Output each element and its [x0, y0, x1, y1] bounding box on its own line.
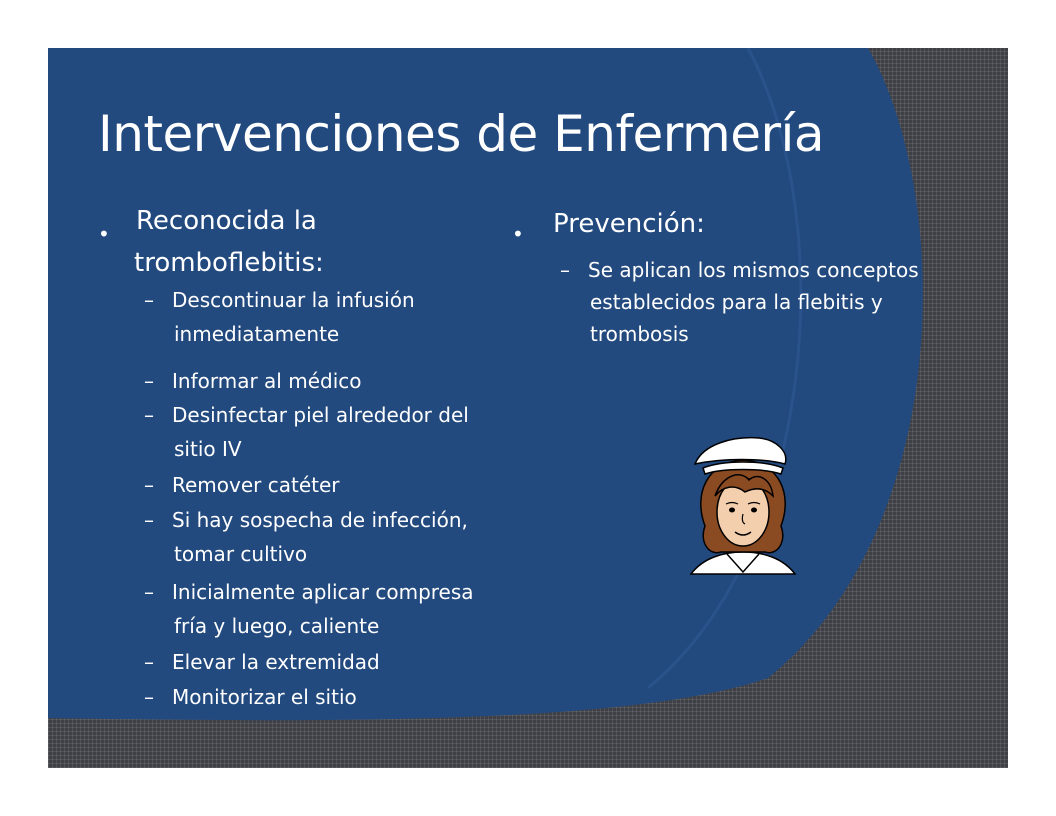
left-item-2-line1: Informar al médico [172, 369, 362, 393]
left-item-4-line1: Remover catéter [172, 473, 340, 497]
left-item-3-line2: sitio IV [174, 437, 242, 461]
dash-marker: – [144, 403, 154, 427]
nurse-icon [683, 434, 803, 579]
left-heading-line1: Reconocida la [136, 206, 317, 236]
nurse-illustration [683, 434, 803, 579]
right-item-1-line2: establecidos para la flebitis y [590, 290, 883, 314]
dash-marker: – [144, 580, 154, 604]
bullet-dot: • [98, 222, 110, 246]
left-item-8-line1: Monitorizar el sitio [172, 685, 357, 709]
dash-marker: – [144, 369, 154, 393]
dash-marker: – [144, 508, 154, 532]
left-item-5-line2: tomar cultivo [174, 542, 308, 566]
dash-marker: – [144, 473, 154, 497]
dash-marker: – [560, 258, 570, 282]
slide [48, 48, 1008, 768]
left-item-7-line1: Elevar la extremidad [172, 650, 380, 674]
left-item-3-line1: Desinfectar piel alrededor del [172, 403, 469, 427]
bullet-dot: • [512, 222, 524, 246]
dash-marker: – [144, 288, 154, 312]
slide-title: Intervenciones de Enfermería [98, 105, 825, 163]
left-item-1-line1: Descontinuar la infusión [172, 288, 415, 312]
left-item-6-line1: Inicialmente aplicar compresa [172, 580, 474, 604]
right-heading: Prevención: [553, 209, 705, 239]
dash-marker: – [144, 650, 154, 674]
left-item-6-line2: fría y luego, caliente [174, 614, 380, 638]
left-heading-line2: tromboflebitis: [134, 248, 324, 278]
right-item-1-line3: trombosis [590, 322, 689, 346]
left-item-1-line2: inmediatamente [174, 322, 340, 346]
left-item-5-line1: Si hay sospecha de infección, [172, 508, 468, 532]
right-item-1-line1: Se aplican los mismos conceptos [588, 258, 919, 282]
dash-marker: – [144, 685, 154, 709]
